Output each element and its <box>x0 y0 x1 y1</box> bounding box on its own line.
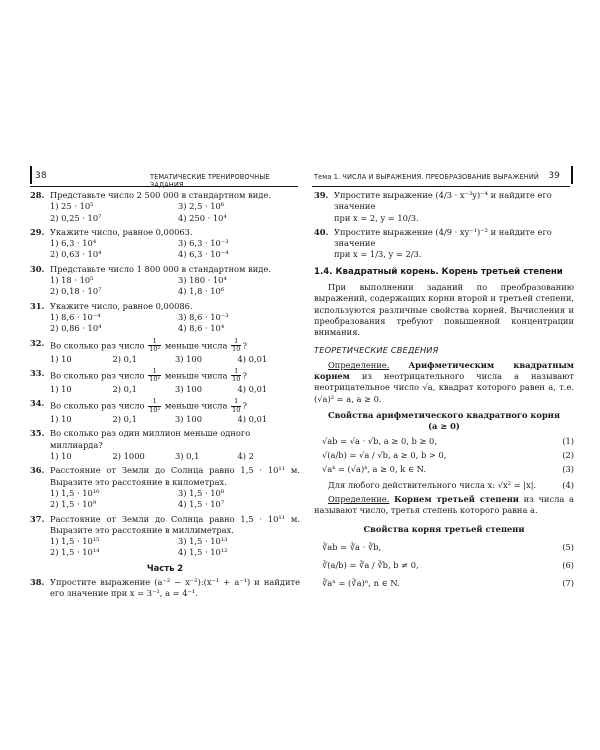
task-number: 40. <box>314 226 329 237</box>
definition-label: Определение. <box>328 359 390 370</box>
task-text: Во сколько раз один миллион меньше одного миллиарда? <box>50 428 251 450</box>
fraction <box>148 338 161 354</box>
text-fragment: Во сколько раз число <box>50 340 145 351</box>
left-page-number: 38 <box>35 171 47 181</box>
task-number: 33. <box>30 367 45 378</box>
option: 1) 10 <box>50 451 72 462</box>
task-32 <box>30 338 300 365</box>
task-35 <box>30 428 300 462</box>
numerator: 1 <box>148 398 161 407</box>
task-number: 29. <box>30 226 45 237</box>
text-fragment: меньше числа <box>164 370 228 381</box>
task-38 <box>30 577 300 600</box>
option: 4) 0,01 <box>237 383 268 394</box>
option: 2) 0,63 · 10⁴ <box>50 249 102 260</box>
option: 1) 10 <box>50 353 72 364</box>
option: 3) 0,1 <box>175 451 200 462</box>
option: 4) 6,3 · 10⁻⁴ <box>178 249 229 260</box>
right-page-content <box>314 190 574 593</box>
formula-expression: √aᵏ = (√a)ᵏ, a ≥ 0, k ∈ N. <box>322 464 427 475</box>
task-text <box>50 338 300 354</box>
option: 1) 1,5 · 10¹⁵ <box>50 536 100 547</box>
option: 2) 0,18 · 10⁷ <box>50 286 102 297</box>
task-33 <box>30 368 300 395</box>
text-fragment: Во сколько раз число <box>50 370 145 381</box>
denominator: 10² <box>149 405 161 414</box>
formula-7 <box>314 578 574 589</box>
text-fragment: и найдите его значение <box>334 190 552 212</box>
formula-expression: ∛aⁿ = (∛a)ⁿ, n ∈ N. <box>322 578 400 589</box>
fraction <box>148 398 161 414</box>
option: 3) 100 <box>175 383 202 394</box>
task-number: 32. <box>30 337 45 348</box>
formula-number: (3) <box>562 464 574 475</box>
task-36 <box>30 465 300 510</box>
option: 1) 6,3 · 10⁴ <box>50 238 97 249</box>
task-number: 34. <box>30 398 45 409</box>
text-fragment: меньше числа <box>164 340 228 351</box>
props-sqrt-condition: (a ≥ 0) <box>428 421 460 432</box>
task-number: 36. <box>30 465 45 476</box>
denominator: 10 <box>232 405 241 414</box>
fraction <box>148 368 161 384</box>
task-text <box>50 398 300 414</box>
denominator: 10² <box>149 345 161 354</box>
fraction <box>231 398 241 414</box>
task-29 <box>30 227 300 261</box>
formula-1 <box>314 436 574 447</box>
task-condition: при x = 1/3, y = 2/3. <box>334 249 422 260</box>
numerator: 1 <box>148 338 161 347</box>
option: 1) 1,5 · 10¹⁰ <box>50 487 100 498</box>
option: 1) 10 <box>50 414 72 425</box>
formula-6 <box>314 560 574 571</box>
text-fragment: меньше числа <box>164 400 228 411</box>
text-fragment: ? <box>242 400 247 411</box>
section-title: 1.4. Квадратный корень. Корень третьей степени <box>314 266 563 277</box>
option: 2) 0,1 <box>112 414 137 425</box>
props-cbrt-title: Свойства корня третьей степени <box>363 524 525 535</box>
text-fragment: ? <box>242 370 247 381</box>
definition-term: Арифметическим квадратным корнем <box>314 359 574 382</box>
fraction <box>231 368 241 384</box>
definition-cbrt <box>314 494 574 517</box>
option: 2) 0,1 <box>112 353 137 364</box>
task-text: Представьте число 2 500 000 в стандартном виде. <box>50 190 271 200</box>
right-running-head <box>312 168 574 186</box>
task-37 <box>30 514 300 559</box>
formula-expression: √(a/b) = √a / √b, a ≥ 0, b > 0, <box>322 449 447 460</box>
task-text: Упростите выражение (a⁻² − x⁻²):(x⁻¹ + a⁻¹) и найдите его значение при x = 3⁻¹, a = 4⁻¹. <box>50 577 300 599</box>
left-page-header: ТЕМАТИЧЕСКИЕ ТРЕНИРОВОЧНЫЕ ЗАДАНИЯ <box>150 173 270 189</box>
formula-expression: Для любого действительного числа x: √x² = |x|. <box>328 479 537 490</box>
option: 4) 1,5 · 10¹² <box>178 547 228 558</box>
denominator: 10² <box>149 375 161 384</box>
option: 4) 0,01 <box>237 414 268 425</box>
option: 3) 180 · 10⁴ <box>178 275 227 286</box>
math-expression: (4/9 · xy⁻¹)⁻² <box>435 226 488 237</box>
formula-expression: ∛ab = ∛a · ∛b, <box>322 541 382 552</box>
text-fragment: Упростите выражение <box>334 190 433 200</box>
right-page-header: Тема 1. ЧИСЛА И ВЫРАЖЕНИЯ. ПРЕОБРАЗОВАНИЕ ВЫРАЖЕНИЙ <box>314 173 539 181</box>
option: 1) 8,6 · 10⁻⁴ <box>50 311 101 322</box>
option: 2) 1000 <box>112 451 145 462</box>
denominator: 10 <box>232 345 241 354</box>
formula-4 <box>314 480 574 491</box>
task-34 <box>30 398 300 425</box>
task-text <box>334 190 574 213</box>
intro-paragraph: При выполнении заданий по преобразованию выражений, содержащих корни второй и третьей степени, используются различные свойства корней. Вычисления и преобразования требуют повышенной концентрации внимания. <box>314 282 574 338</box>
numerator: 1 <box>231 398 241 407</box>
option: 1) 10 <box>50 383 72 394</box>
option: 3) 6,3 · 10⁻³ <box>178 238 229 249</box>
option: 3) 100 <box>175 353 202 364</box>
formula-expression: ∛(a/b) = ∛a / ∛b, b ≠ 0, <box>322 560 419 571</box>
formula-5 <box>314 542 574 553</box>
option: 3) 1,5 · 10⁸ <box>178 487 225 498</box>
task-number: 35. <box>30 428 45 439</box>
task-28 <box>30 190 300 224</box>
part-2-heading: Часть 2 <box>146 562 184 573</box>
task-number: 37. <box>30 513 45 524</box>
formula-2 <box>314 450 574 461</box>
task-number: 31. <box>30 300 45 311</box>
option: 2) 0,25 · 10⁷ <box>50 212 102 223</box>
denominator: 10 <box>232 375 241 384</box>
text-fragment: Во сколько раз число <box>50 400 145 411</box>
task-40 <box>314 227 574 261</box>
left-page-content <box>30 190 300 603</box>
definition-text: из числа a называют число, третья степень которого равна a. <box>314 493 574 516</box>
fraction <box>231 338 241 354</box>
definition-term: Корнем третьей степени <box>394 493 519 504</box>
formula-number: (5) <box>562 541 574 552</box>
task-30 <box>30 264 300 298</box>
formula-number: (7) <box>562 578 574 589</box>
option: 4) 2 <box>237 451 254 462</box>
option: 4) 1,8 · 10⁶ <box>178 286 225 297</box>
task-number: 39. <box>314 190 329 200</box>
option: 2) 0,1 <box>112 383 137 394</box>
option: 3) 1,5 · 10¹³ <box>178 536 228 547</box>
numerator: 1 <box>231 368 241 377</box>
option: 1) 18 · 10⁵ <box>50 275 94 286</box>
left-running-head <box>28 168 300 189</box>
task-text <box>334 227 574 250</box>
left-header-rule <box>30 186 298 187</box>
task-condition: при x = 2, y = 10/3. <box>334 212 419 223</box>
text-fragment: ? <box>242 340 247 351</box>
math-expression: (4/3 · x⁻³y)⁻⁴ <box>435 190 488 200</box>
task-text: Укажите число, равное 0,00086. <box>50 300 193 311</box>
option: 4) 250 · 10⁴ <box>178 212 227 223</box>
formula-number: (6) <box>562 560 574 571</box>
option: 3) 2,5 · 10⁶ <box>178 201 225 212</box>
option: 3) 100 <box>175 414 202 425</box>
option: 4) 0,01 <box>237 353 268 364</box>
task-31 <box>30 301 300 335</box>
task-text: Расстояние от Земли до Солнца равно 1,5 · 10¹¹ м. Выразите это расстояние в километрах. <box>50 465 300 487</box>
task-number: 38. <box>30 577 45 588</box>
numerator: 1 <box>148 368 161 377</box>
task-number: 30. <box>30 263 45 274</box>
definition-text: из неотрицательного числа a называют неотрицательное число √a, квадрат которого равен a, т.е. (√a)² = a, a ≥ 0. <box>314 371 574 404</box>
option: 3) 8,6 · 10⁻³ <box>178 311 229 322</box>
task-text: Расстояние от Земли до Солнца равно 1,5 · 10¹¹ м. Выразите это расстояние в миллиметрах. <box>50 513 300 535</box>
task-text: Представьте число 1 800 000 в стандартном виде. <box>50 263 271 274</box>
text-fragment: и найдите его значение <box>334 226 552 249</box>
option: 2) 1,5 · 10¹⁴ <box>50 547 100 558</box>
formula-expression: √ab = √a · √b, a ≥ 0, b ≥ 0, <box>322 435 437 446</box>
option: 2) 1,5 · 10⁹ <box>50 499 97 510</box>
text-fragment: Упростите выражение <box>334 226 433 237</box>
formula-number: (4) <box>562 479 574 490</box>
right-header-rule <box>312 186 570 187</box>
option: 2) 0,86 · 10⁴ <box>50 323 102 334</box>
right-page-number: 39 <box>548 171 560 181</box>
definition-label: Определение. <box>328 493 390 504</box>
task-text: Укажите число, равное 0,00063. <box>50 226 193 237</box>
theory-heading: ТЕОРЕТИЧЕСКИЕ СВЕДЕНИЯ <box>314 344 439 355</box>
option: 1) 25 · 10⁵ <box>50 201 94 212</box>
props-sqrt-title: Свойства арифметического квадратного корня <box>328 410 560 421</box>
formula-number: (1) <box>562 435 574 446</box>
formula-3 <box>314 464 574 475</box>
task-text <box>50 368 300 384</box>
task-number: 28. <box>30 190 45 200</box>
definition-sqrt <box>314 360 574 405</box>
task-39 <box>314 190 574 224</box>
numerator: 1 <box>231 338 241 347</box>
formula-number: (2) <box>562 449 574 460</box>
option: 4) 1,5 · 10⁷ <box>178 499 225 510</box>
option: 4) 8,6 · 10⁴ <box>178 323 225 334</box>
